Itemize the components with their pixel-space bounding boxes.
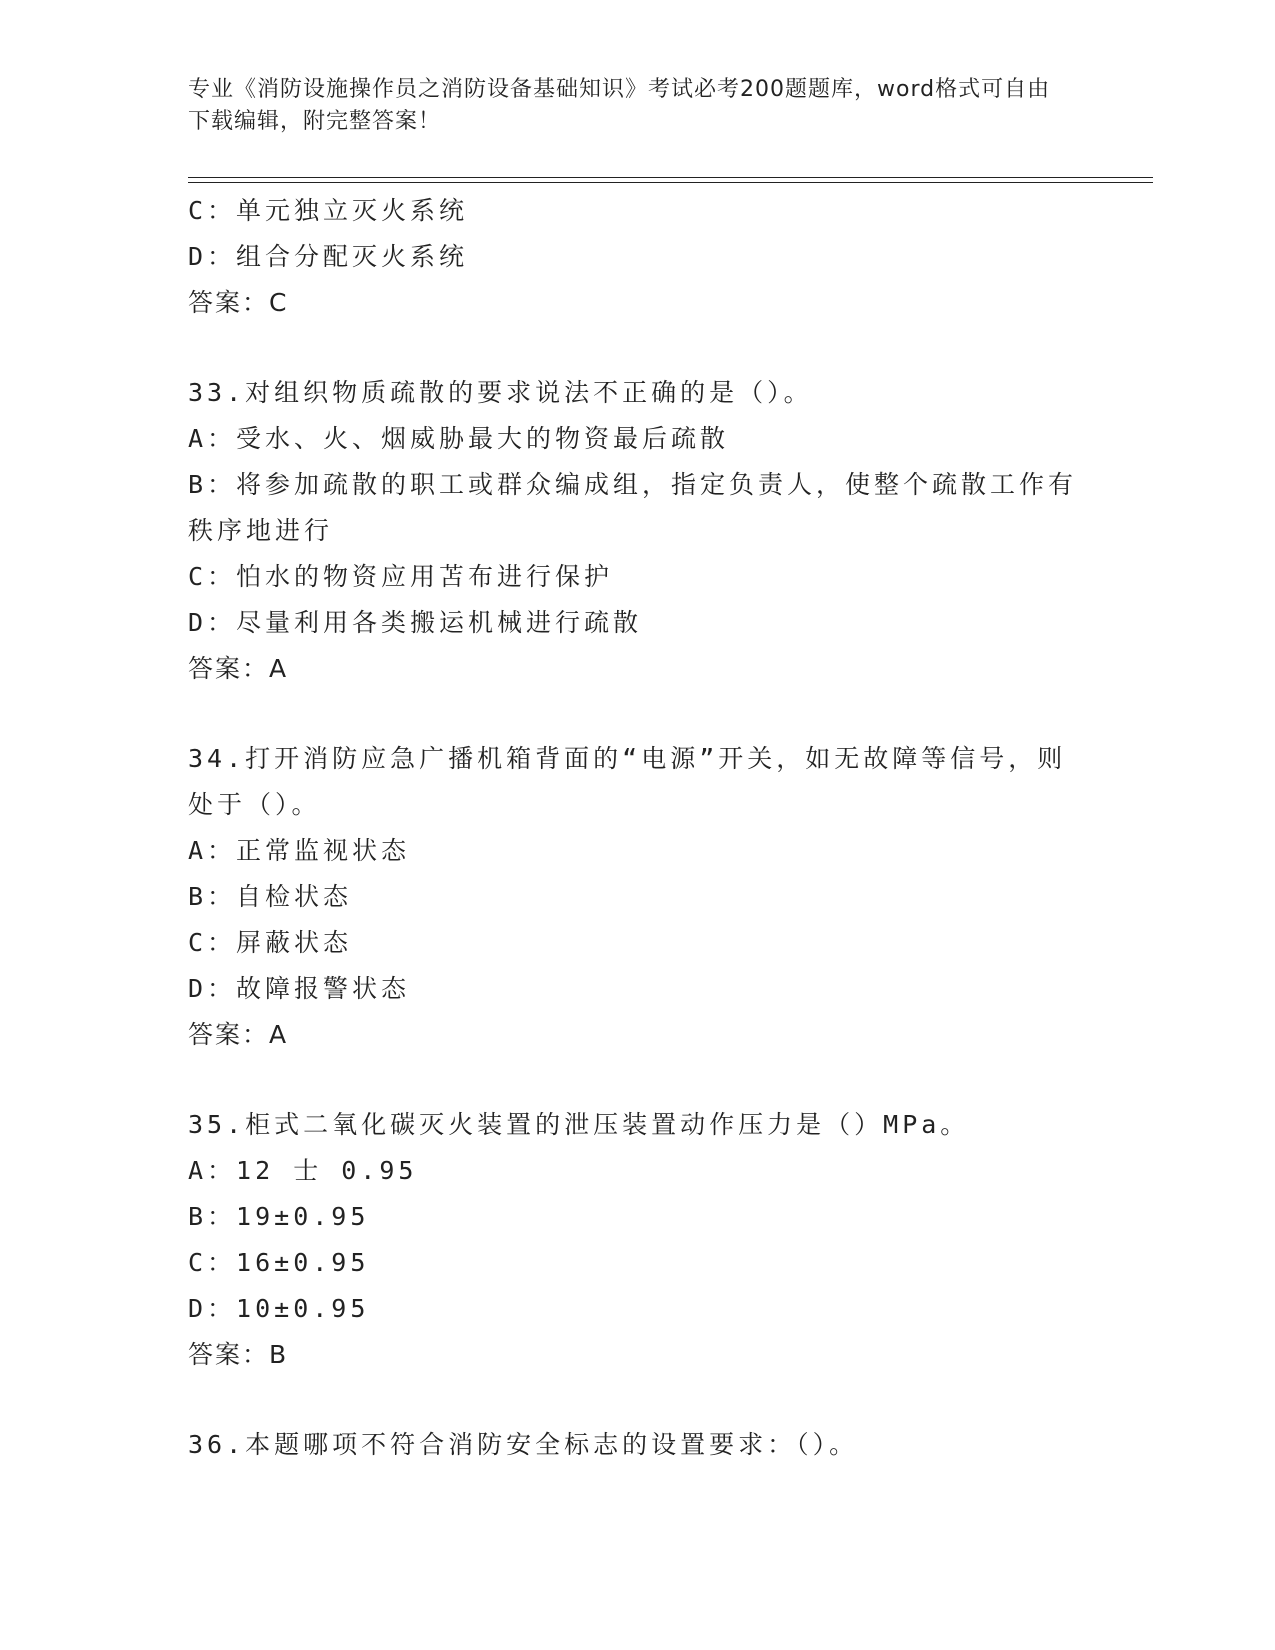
answer-line: 答案：C <box>188 288 289 317</box>
answer-line: 答案：A <box>188 654 289 683</box>
option-b: B：将参加疏散的职工或群众编成组，指定负责人，使整个疏散工作有秩序地进行 <box>188 470 1078 545</box>
spacer <box>188 1378 1088 1422</box>
question-stem: 34.打开消防应急广播机箱背面的“电源”开关，如无故障等信号，则处于（）。 <box>188 744 1067 819</box>
answer-line: 答案：A <box>188 1020 289 1049</box>
question-stem: 35.柜式二氧化碳灭火装置的泄压装置动作压力是（）MPa。 <box>188 1110 970 1139</box>
header-title: 专业《消防设施操作员之消防设备基础知识》考试必考200题题库，word格式可自由下载编辑，附完整答案！ <box>188 77 1051 134</box>
question-35 <box>188 1102 1088 1378</box>
header-rule-top <box>188 177 1153 178</box>
header-rule-bottom <box>188 182 1153 183</box>
option-b: B：自检状态 <box>188 882 353 911</box>
spacer <box>188 326 1088 370</box>
option-d: D：10±0.95 <box>188 1294 370 1323</box>
question-32-tail <box>188 188 1088 326</box>
option-c: C：屏蔽状态 <box>188 928 353 957</box>
answer-line: 答案：B <box>188 1340 289 1369</box>
question-stem: 33.对组织物质疏散的要求说法不正确的是（）。 <box>188 378 813 407</box>
question-33 <box>188 370 1088 692</box>
document-body <box>188 188 1088 1468</box>
option-d: D：尽量利用各类搬运机械进行疏散 <box>188 608 643 637</box>
option-a: A：12 士 0.95 <box>188 1156 418 1185</box>
spacer <box>188 1058 1088 1102</box>
option-d: D：组合分配灭火系统 <box>188 242 469 271</box>
option-d: D：故障报警状态 <box>188 974 411 1003</box>
question-stem: 36.本题哪项不符合消防安全标志的设置要求：（）。 <box>188 1430 859 1459</box>
option-c: C：单元独立灭火系统 <box>188 196 469 225</box>
option-a: A：正常监视状态 <box>188 836 411 865</box>
spacer <box>188 692 1088 736</box>
question-36 <box>188 1422 1088 1468</box>
option-c: C：怕水的物资应用苫布进行保护 <box>188 562 614 591</box>
question-34 <box>188 736 1088 1058</box>
option-c: C：16±0.95 <box>188 1248 370 1277</box>
option-b: B：19±0.95 <box>188 1202 370 1231</box>
document-header <box>188 74 1068 138</box>
option-a: A：受水、火、烟威胁最大的物资最后疏散 <box>188 424 730 453</box>
